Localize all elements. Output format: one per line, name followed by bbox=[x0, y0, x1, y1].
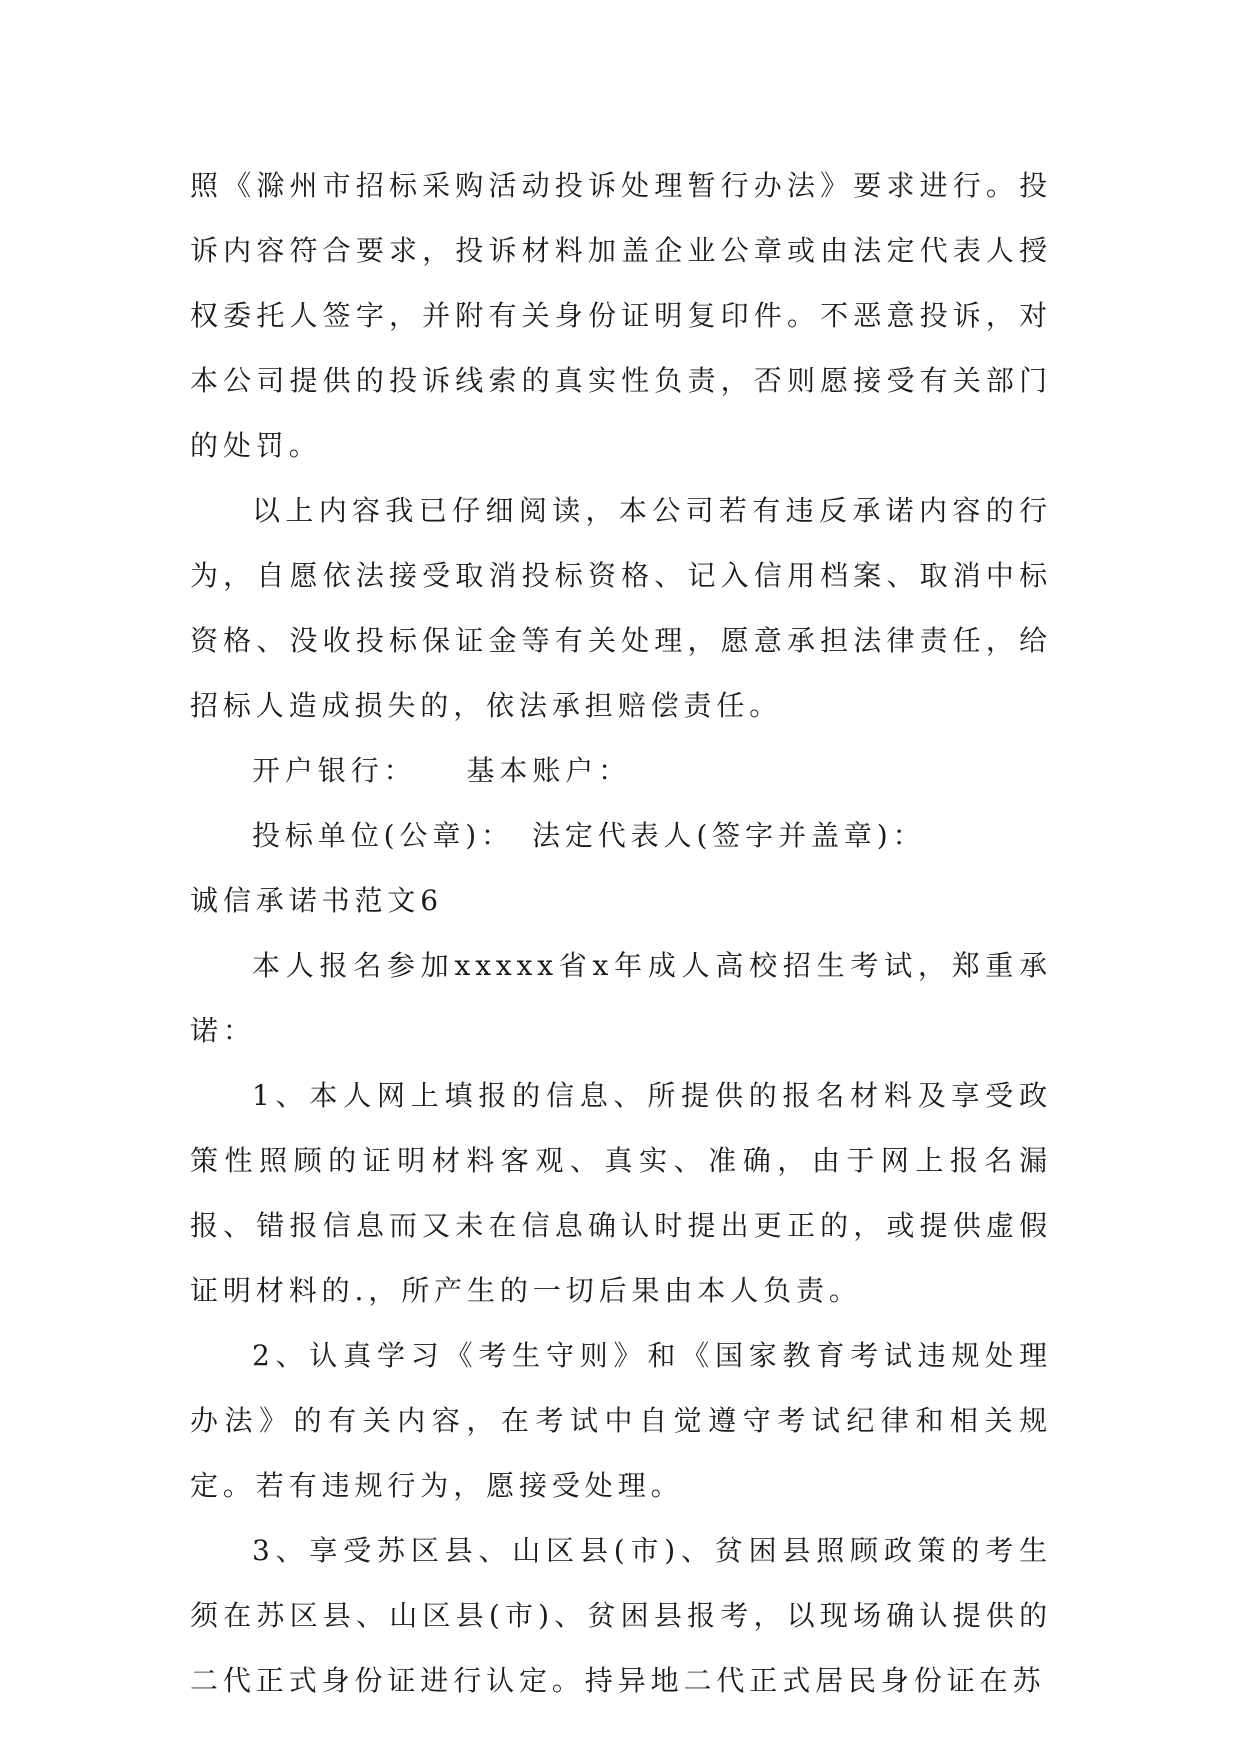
paragraph-item-1: 1、本人网上填报的信息、所提供的报名材料及享受政策性照顾的证明材料客观、真实、准确，由于网上报名漏报、错报信息而又未在信息确认时提出更正的，或提供虚假证明材料的.，所产生的一切后果由本人负责。 bbox=[190, 1079, 1052, 1307]
document-page bbox=[190, 153, 1052, 1713]
section-heading: 诚信承诺书范文6 bbox=[190, 884, 444, 917]
account-label: 基本账户： bbox=[466, 754, 632, 787]
paragraph-item-2: 2、认真学习《考生守则》和《国家教育考试违规处理办法》的有关内容，在考试中自觉遵守考试纪律和相关规定。若有违规行为，愿接受处理。 bbox=[190, 1339, 1052, 1502]
bank-label: 开户银行： bbox=[252, 754, 417, 787]
signature-row bbox=[190, 803, 1052, 868]
paragraph-complaint-procedure: 照《滁州市招标采购活动投诉处理暂行办法》要求进行。投诉内容符合要求，投诉材料加盖企业公章或由法定代表人授权委托人签字，并附有关身份证明复印件。不恶意投诉，对本公司提供的投诉线索的真实性负责，否则愿接受有关部门的处罚。 bbox=[190, 169, 1052, 462]
paragraph-intro: 本人报名参加xxxxx省x年成人高校招生考试，郑重承诺： bbox=[190, 949, 1052, 1047]
bidder-label: 投标单位(公章)： bbox=[252, 819, 514, 852]
paragraph-commitment: 以上内容我已仔细阅读，本公司若有违反承诺内容的行为，自愿依法接受取消投标资格、记入信用档案、取消中标资格、没收投标保证金等有关处理，愿意承担法律责任，给招标人造成损失的，依法承担赔偿责任。 bbox=[190, 494, 1052, 722]
legal-rep-label: 法定代表人(签字并盖章)： bbox=[531, 819, 926, 852]
paragraph-item-3: 3、享受苏区县、山区县(市)、贫困县照顾政策的考生须在苏区县、山区县(市)、贫困县报考，以现场确认提供的二代正式身份证进行认定。持异地二代正式居民身份证在苏 bbox=[190, 1534, 1052, 1697]
bank-account-row bbox=[190, 738, 1052, 803]
